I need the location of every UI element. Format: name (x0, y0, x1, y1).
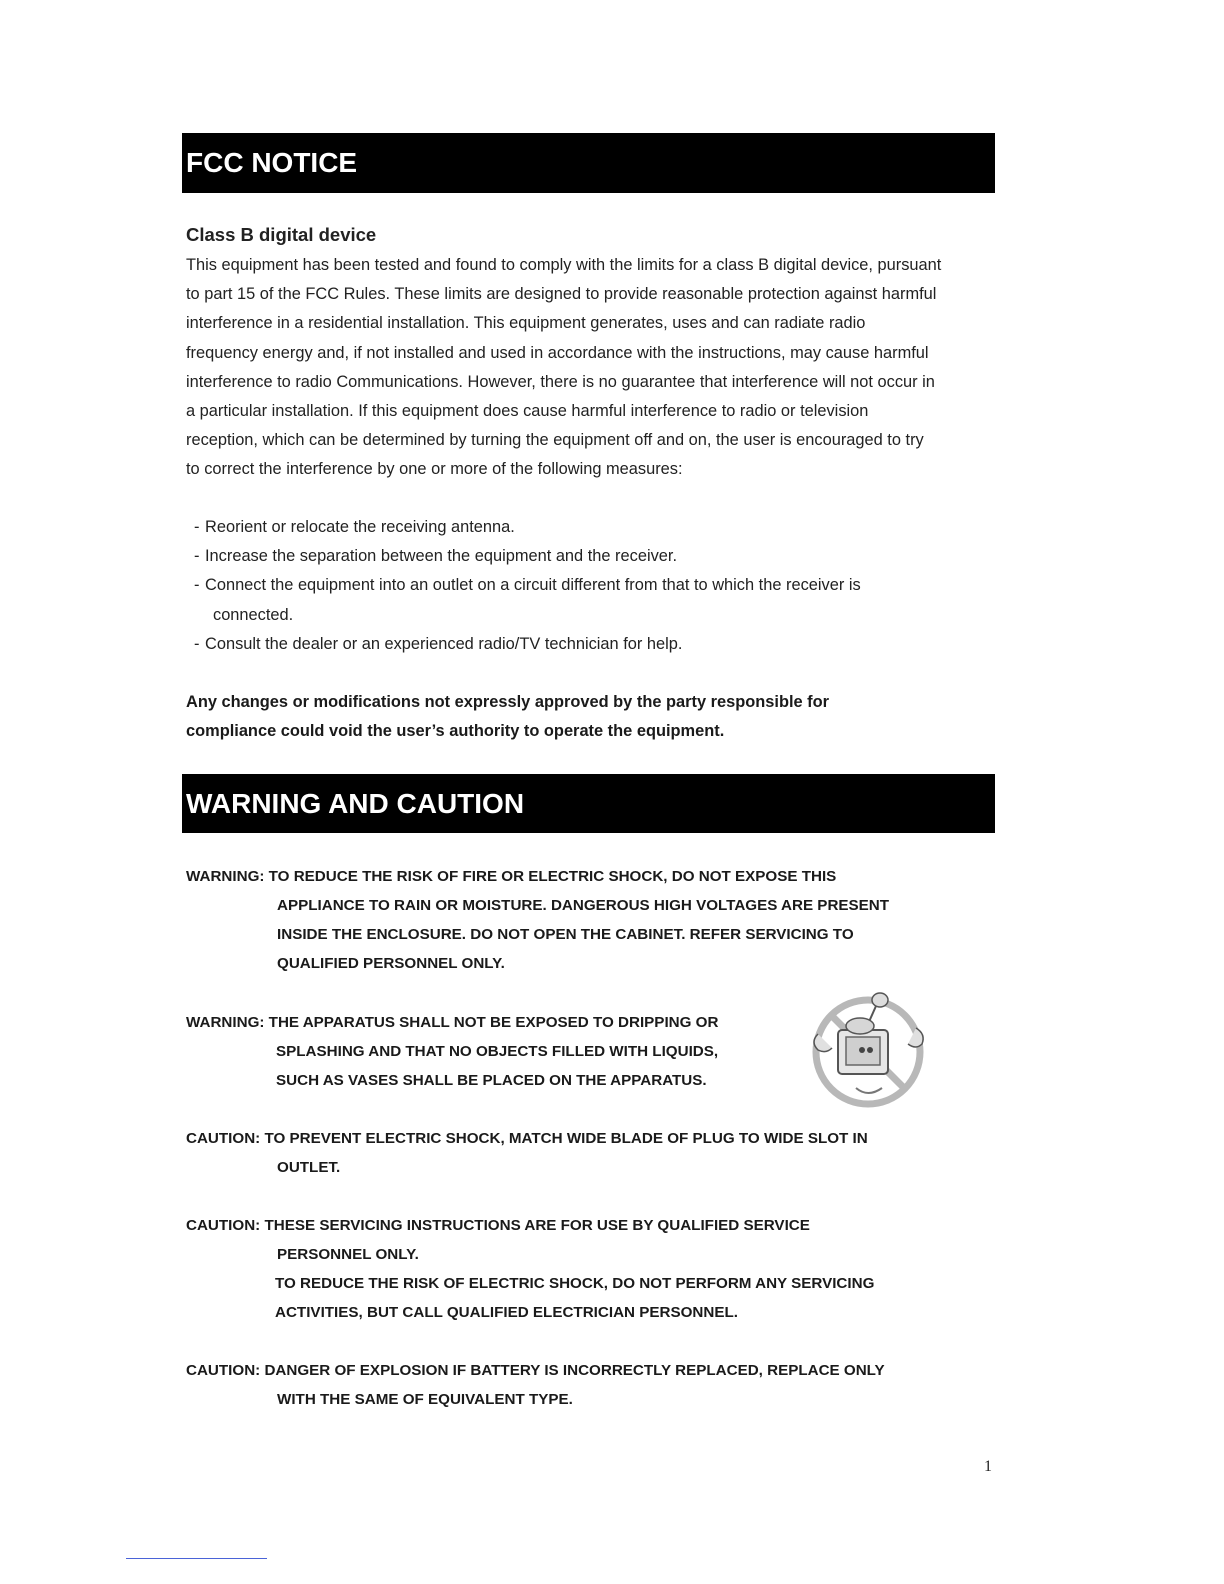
modifications-note (186, 688, 986, 746)
caution-line: OUTLET. (277, 1159, 341, 1176)
measure-item-continued (194, 601, 994, 630)
paragraph-line: to part 15 of the FCC Rules. These limits are designed to provide reasonable protection against harmful (186, 285, 937, 304)
caution-line: TO REDUCE THE RISK OF ELECTRIC SHOCK, DO NOT PERFORM ANY SERVICING (275, 1275, 875, 1292)
caution-line: ACTIVITIES, BUT CALL QUALIFIED ELECTRICIAN PERSONNEL. (275, 1304, 738, 1321)
paragraph-line: interference to radio Communications. However, there is no guarantee that interference will not occur in (186, 372, 935, 391)
caution-line: CAUTION: DANGER OF EXPLOSION IF BATTERY IS INCORRECTLY REPLACED, REPLACE ONLY (186, 1362, 885, 1379)
measure-item: - Connect the equipment into an outlet on a circuit different from that to which the receiver is (194, 576, 861, 595)
warning-line: WARNING: THE APPARATUS SHALL NOT BE EXPOSED TO DRIPPING OR (186, 1014, 719, 1031)
note-line: Any changes or modifications not expressly approved by the party responsible for (186, 693, 830, 711)
measure-text: connected. (213, 605, 294, 624)
warning-caution-banner (182, 774, 995, 833)
warning-line: SUCH AS VASES SHALL BE PLACED ON THE APPARATUS. (276, 1072, 707, 1089)
fcc-notice-title: FCC NOTICE (186, 147, 358, 178)
measure-item: - Reorient or relocate the receiving antenna. (194, 518, 515, 536)
note-line: compliance could void the user’s authority to operate the equipment. (186, 722, 725, 741)
footer-rule (126, 1558, 267, 1559)
warning-line: INSIDE THE ENCLOSURE. DO NOT OPEN THE CABINET. REFER SERVICING TO (277, 926, 854, 943)
caution-line: CAUTION: TO PREVENT ELECTRIC SHOCK, MATCH WIDE BLADE OF PLUG TO WIDE SLOT IN (186, 1130, 868, 1147)
warning-fire-shock (186, 862, 986, 978)
warning-line: QUALIFIED PERSONNEL ONLY. (277, 955, 505, 972)
measure-item: - Increase the separation between the equipment and the receiver. (194, 547, 677, 566)
measure-text: Connect the equipment into an outlet on a circuit different from that to which the receiver is (205, 576, 861, 595)
measure-text: Reorient or relocate the receiving antenna. (205, 518, 515, 536)
paragraph-line: interference in a residential installation. This equipment generates, uses and can radiate radio (186, 314, 866, 333)
paragraph-line: a particular installation. If this equipment does cause harmful interference to radio or television (186, 402, 869, 421)
measure-item: - Consult the dealer or an experienced radio/TV technician for help. (194, 634, 683, 653)
caution-line: WITH THE SAME OF EQUIVALENT TYPE. (277, 1391, 573, 1408)
page-number: 1 (984, 1458, 992, 1475)
caution-line: PERSONNEL ONLY. (277, 1246, 419, 1263)
paragraph-line: frequency energy and, if not installed and used in accordance with the instructions, may cause harmful (186, 343, 929, 362)
fcc-notice-banner (182, 133, 995, 193)
paragraph-line: This equipment has been tested and found to comply with the limits for a class B digital device, pursuant (186, 256, 942, 274)
paragraph-line: to correct the interference by one or more of the following measures: (186, 460, 683, 479)
measures-list (194, 513, 994, 659)
measure-text: Increase the separation between the equipment and the receiver. (205, 547, 677, 566)
warning-caution-title: WARNING AND CAUTION (186, 788, 525, 819)
paragraph-line: reception, which can be determined by turning the equipment off and on, the user is encouraged to try (186, 431, 924, 450)
caution-plug (186, 1124, 986, 1182)
no-liquids-warning-icon (798, 984, 938, 1109)
measure-text: Consult the dealer or an experienced radio/TV technician for help. (205, 634, 683, 653)
caution-line: CAUTION: THESE SERVICING INSTRUCTIONS ARE FOR USE BY QUALIFIED SERVICE (186, 1217, 810, 1234)
caution-battery (186, 1356, 986, 1414)
caution-servicing (186, 1211, 986, 1327)
warning-line: WARNING: TO REDUCE THE RISK OF FIRE OR ELECTRIC SHOCK, DO NOT EXPOSE THIS (186, 868, 837, 885)
fcc-paragraph (186, 251, 1001, 485)
class-b-subheading: Class B digital device (186, 224, 377, 245)
warning-line: APPLIANCE TO RAIN OR MOISTURE. DANGEROUS HIGH VOLTAGES ARE PRESENT (277, 897, 890, 914)
warning-line: SPLASHING AND THAT NO OBJECTS FILLED WITH LIQUIDS, (276, 1043, 719, 1060)
